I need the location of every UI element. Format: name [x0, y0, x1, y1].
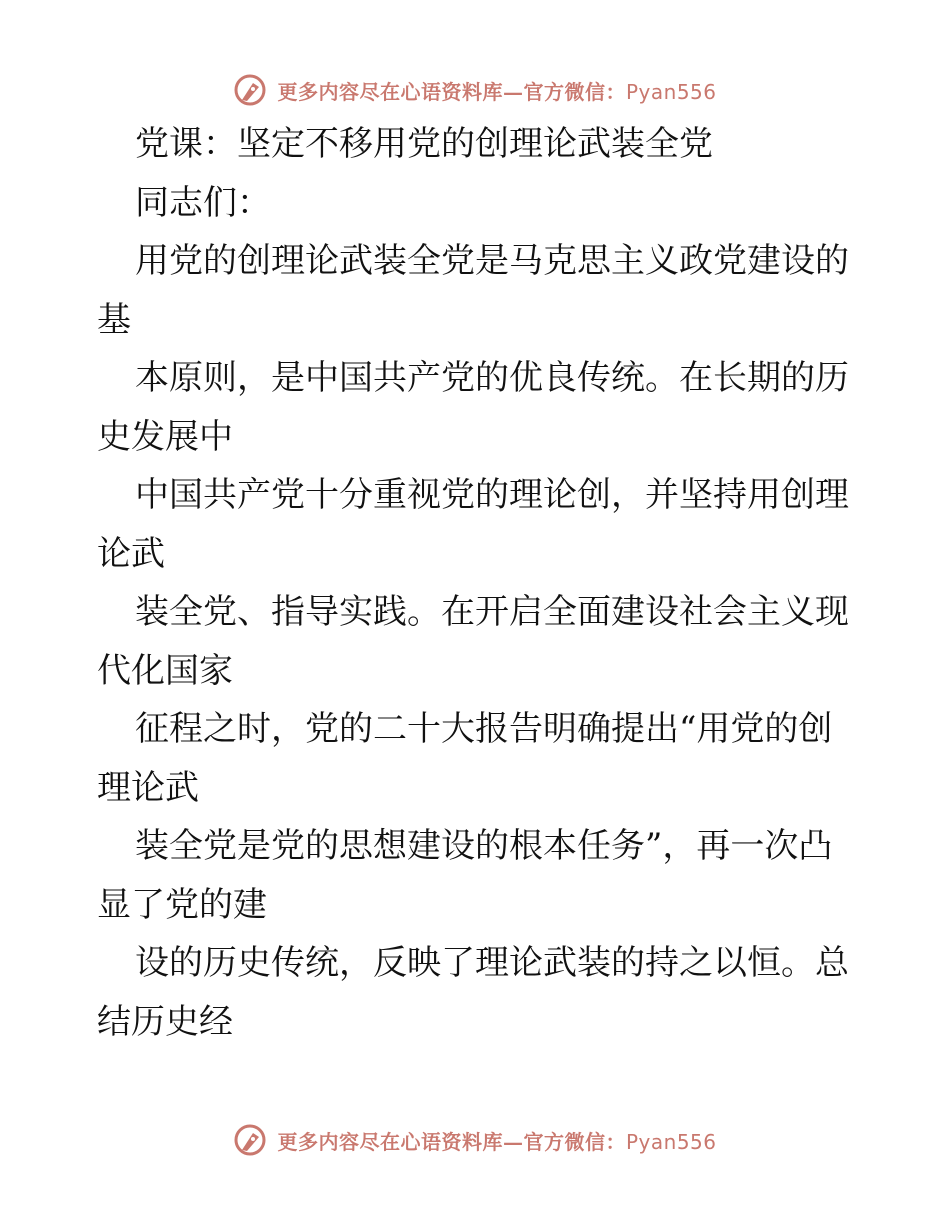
text-line: 理论武 — [97, 767, 199, 808]
text-line: 基 — [97, 299, 131, 340]
text-line: 显了党的建 — [97, 884, 267, 925]
text-line: 结历史经 — [97, 1001, 233, 1042]
text-line: 代化国家 — [97, 650, 233, 691]
text-line: 同志们： — [135, 182, 271, 223]
text-line: 论武 — [97, 533, 165, 574]
text-line: 征程之时，党的二十大报告明确提出“用党的创 — [135, 709, 833, 749]
header-banner-text: 更多内容尽在心语资料库—官方微信：Pyan556 — [277, 79, 717, 104]
fountain-pen-nib-icon — [233, 73, 267, 107]
document-body — [97, 115, 857, 1051]
text-line: 本原则，是中国共产党的优良传统。在长期的历 — [135, 358, 849, 398]
text-line: 设的历史传统，反映了理论武装的持之以恒。总 — [135, 943, 849, 983]
fountain-pen-nib-icon — [233, 1123, 267, 1157]
text-line: 装全党、指导实践。在开启全面建设社会主义现 — [135, 592, 849, 632]
text-line: 用党的创理论武装全党是马克思主义政党建设的 — [135, 241, 849, 281]
text-line: 史发展中 — [97, 416, 233, 457]
footer-banner-text: 更多内容尽在心语资料库—官方微信：Pyan556 — [277, 1129, 717, 1154]
text-line: 党课：坚定不移用党的创理论武装全党 — [135, 124, 713, 164]
text-line: 中国共产党十分重视党的理论创，并坚持用创理 — [135, 475, 849, 515]
text-line: 装全党是党的思想建设的根本任务”，再一次凸 — [135, 826, 833, 866]
header-banner — [0, 70, 950, 110]
footer-banner — [0, 1120, 950, 1160]
